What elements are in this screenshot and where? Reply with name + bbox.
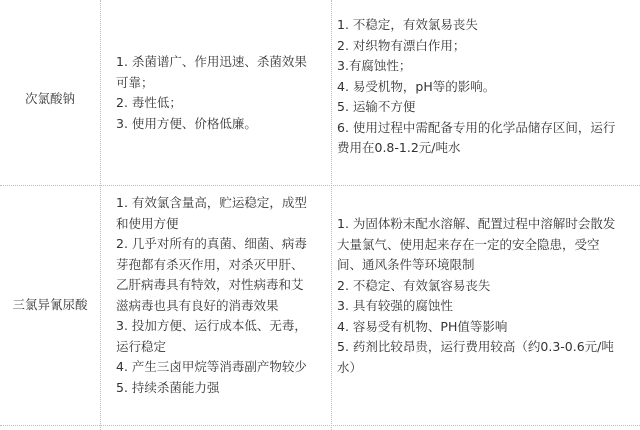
disadvantage-line: 5. 运输不方便 [337,99,416,114]
disadvantage-line: 3. 具有较强的腐蚀性 [337,298,453,313]
advantage-line: 芽孢都有杀灭作用，对杀灭甲肝、 [116,256,304,272]
disadvantage-line: 2. 不稳定、有效氯容易丧失 [337,277,491,293]
advantage-line: 运行稳定 [116,338,167,354]
advantage-line: 可靠； [116,74,154,90]
advantage-line: 滋病毒也具有良好的消毒效果 [116,297,279,313]
disadvantage-line: 1. 不稳定，有效氯易丧失 [337,17,478,32]
disadvantage-line: 6. 使用过程中需配备专用的化学品储存区间，运行 [337,119,616,135]
row-label: 次氯酸钠 [24,91,75,106]
advantages-cell [116,52,307,134]
disadvantages-cell [337,214,615,378]
disadvantage-line: 大量氯气、使用起来存在一定的安全隐患，受空 [337,236,600,252]
advantage-line: 4. 产生三卤甲烷等消毒副产物较少 [116,359,307,374]
disadvantage-line: 水） [337,359,363,375]
advantage-line: 3. 使用方便、价格低廉。 [116,115,257,131]
advantage-line: 2. 毒性低； [116,95,182,110]
advantage-line: 1. 杀菌谱广、作用迅速、杀菌效果 [116,54,307,69]
disadvantage-line: 3.有腐蚀性； [337,58,412,73]
advantage-line: 3. 投加方便、运行成本低、无毒， [116,318,307,333]
advantage-line: 和使用方便 [116,215,179,231]
table-bottom-border [0,425,640,426]
advantage-line: 2. 几乎对所有的真菌、细菌、病毒 [116,236,307,251]
disadvantage-line: 2. 对织物有漂白作用； [337,37,466,53]
disadvantage-line: 4. 易受机物，pH等的影响。 [337,78,496,94]
disadvantage-line: 间、通风条件等环境限制 [337,257,475,272]
disadvantage-line: 费用在0.8-1.2元/吨水 [337,140,461,155]
column-divider [331,0,332,430]
advantage-line: 5. 持续杀菌能力强 [116,379,220,395]
disadvantages-cell [337,15,615,159]
disadvantage-line: 4. 容易受有机物、PH值等影响 [337,318,508,334]
row-divider [0,185,640,186]
disadvantage-line: 1. 为固体粉末配水溶解、配置过程中溶解时会散发 [337,216,616,231]
column-divider [100,0,101,430]
advantage-line: 乙肝病毒具有特效，对性病毒和艾 [116,277,304,292]
advantages-cell [116,193,307,398]
row-label: 三氯异氰尿酸 [12,297,88,312]
advantage-line: 1. 有效氯含量高，贮运稳定，成型 [116,195,307,210]
disadvantage-line: 5. 药剂比较昂贵，运行费用较高（约0.3-0.6元/吨 [337,339,614,354]
